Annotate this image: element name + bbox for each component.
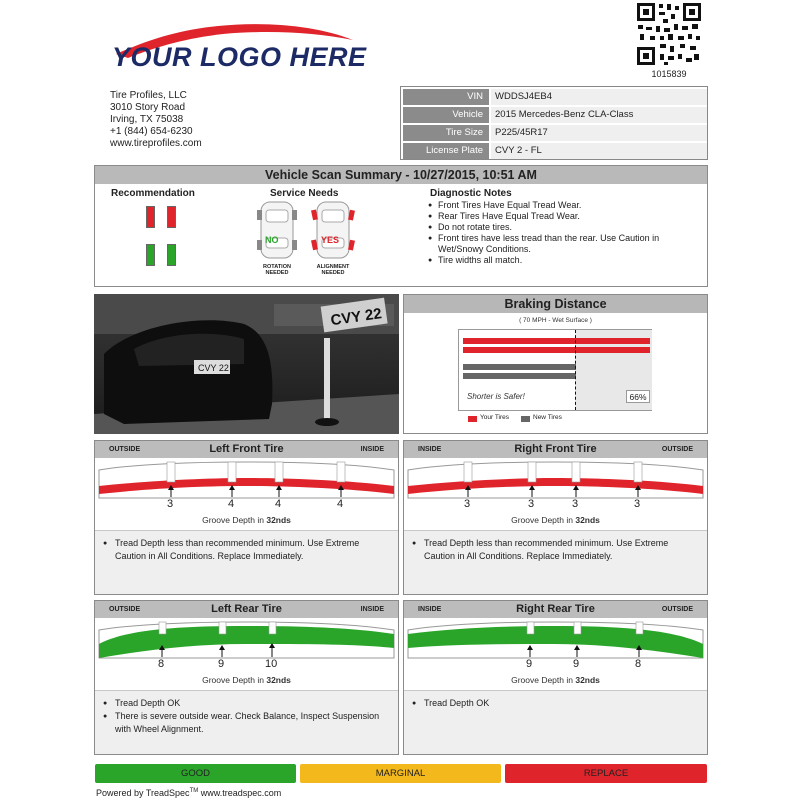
left-rear-outside-label: OUTSIDE xyxy=(109,606,141,613)
left-front-header xyxy=(95,441,398,458)
new-tires-marker-line xyxy=(575,330,576,410)
groove-depth: 9 xyxy=(573,658,580,670)
groove-depth: 3 xyxy=(167,498,174,510)
diagnostic-note: ● Do not rotate tires. xyxy=(428,222,698,233)
left-front-title: Left Front Tire xyxy=(209,443,284,455)
right-front-tread-profile xyxy=(404,458,707,516)
right-rear-inside-label: INSIDE xyxy=(418,606,442,613)
scan-summary-title: Vehicle Scan Summary - 10/27/2015, 10:51 AM xyxy=(95,166,707,184)
right-front-tire-panel xyxy=(403,440,708,595)
right-rear-title: Right Rear Tire xyxy=(516,603,595,615)
company-street: 3010 Story Road xyxy=(110,102,186,113)
right-front-inside-label: INSIDE xyxy=(418,446,442,453)
qr-code xyxy=(636,2,702,66)
groove-depth-caption xyxy=(404,675,707,685)
right-rear-outside-label: OUTSIDE xyxy=(661,606,693,613)
right-front-notes xyxy=(404,530,707,594)
groove-depth-caption xyxy=(95,515,398,525)
groove-depth: 4 xyxy=(337,498,344,510)
braking-chart xyxy=(458,329,652,411)
groove-depth: 9 xyxy=(526,658,533,670)
footer-powered-by xyxy=(96,788,281,798)
plate-text: CVY 22 xyxy=(329,305,383,330)
left-rear-notes xyxy=(95,690,398,754)
good-legend: GOOD xyxy=(95,764,296,783)
alignment-status: YES xyxy=(321,235,340,245)
tire-note: ● Tread Depth less than recommended minimum. Use Extreme Caution in All Conditions. Replace Immediately. xyxy=(412,537,701,563)
new-tires-bar xyxy=(463,364,576,370)
braking-distance-panel xyxy=(403,294,708,434)
diagnostic-notes-list xyxy=(428,200,698,266)
groove-depth: 4 xyxy=(228,498,235,510)
left-rear-title: Left Rear Tire xyxy=(211,603,282,615)
diagnostic-note: ● Rear Tires Have Equal Tread Wear. xyxy=(428,211,698,222)
alignment-caption xyxy=(309,264,357,276)
red-light-right xyxy=(167,206,176,228)
new-tires-legend-swatch xyxy=(521,416,530,422)
groove-depth: 3 xyxy=(528,498,535,510)
groove-depth: 8 xyxy=(158,658,165,670)
scan-summary-panel xyxy=(94,165,708,287)
tire-note: ● Tread Depth OK xyxy=(103,697,392,710)
company-website[interactable]: www.tireprofiles.com xyxy=(110,138,202,149)
your-tires-bar xyxy=(463,338,650,344)
vin-value: WDDSJ4EB4 xyxy=(491,89,707,105)
groove-depth-caption xyxy=(404,515,707,525)
left-rear-tread-profile xyxy=(95,618,398,676)
groove-depth: 3 xyxy=(634,498,641,510)
powered-by-text: Powered by Tread xyxy=(96,788,170,798)
groove-depth: 3 xyxy=(572,498,579,510)
company-name: Tire Profiles, LLC xyxy=(110,90,187,101)
caption-prefix: Groove Depth in xyxy=(202,515,267,525)
new-tires-bar xyxy=(463,373,576,379)
tire-size-label: Tire Size xyxy=(403,125,489,141)
company-city: Irving, TX 75038 xyxy=(110,114,184,125)
right-rear-tread-profile xyxy=(404,618,707,676)
caption-prefix: Groove Depth in xyxy=(511,515,576,525)
treadspec-link[interactable]: www.treadspec.com xyxy=(198,788,282,798)
company-phone: +1 (844) 654-6230 xyxy=(110,126,193,137)
vehicle-label: Vehicle xyxy=(403,107,489,123)
your-tires-bar xyxy=(463,347,650,353)
marginal-legend: MARGINAL xyxy=(300,764,501,783)
vehicle-row xyxy=(403,107,705,123)
groove-depth-caption xyxy=(95,675,398,685)
groove-depth: 4 xyxy=(275,498,282,510)
caption-prefix: Groove Depth in xyxy=(511,675,576,685)
right-rear-notes xyxy=(404,690,707,754)
rotation-caption-line1: ROTATION xyxy=(263,264,291,270)
left-rear-inside-label: INSIDE xyxy=(360,606,384,613)
vehicle-info-table xyxy=(400,86,708,160)
caption-prefix: Groove Depth in xyxy=(202,675,267,685)
new-tires-legend-label: New Tires xyxy=(533,414,562,421)
vehicle-value: 2015 Mercedes-Benz CLA-Class xyxy=(491,107,707,123)
red-light-left xyxy=(146,206,155,228)
diagnostic-note: ● Front Tires Have Equal Tread Wear. xyxy=(428,200,698,211)
tire-note: ● Tread Depth less than recommended minimum. Use Extreme Caution in All Conditions. Replace Immediately. xyxy=(103,537,392,563)
braking-title: Braking Distance xyxy=(404,295,707,313)
groove-depth: 3 xyxy=(464,498,471,510)
shorter-is-safer-note: Shorter is Safer! xyxy=(467,392,525,401)
alignment-caption-line2: NEEDED xyxy=(321,270,345,276)
caption-unit: 32nds xyxy=(575,515,600,525)
tire-note: ● Tread Depth OK xyxy=(412,697,701,710)
left-front-tread-profile xyxy=(95,458,398,516)
left-rear-tire-panel xyxy=(94,600,399,755)
tire-size-row xyxy=(403,125,705,141)
svg-text:CVY 22: CVY 22 xyxy=(198,363,229,373)
right-front-title: Right Front Tire xyxy=(514,443,597,455)
qr-number: 1015839 xyxy=(651,69,687,79)
left-front-notes xyxy=(95,530,398,594)
diagnostic-notes-heading: Diagnostic Notes xyxy=(430,188,512,199)
company-logo xyxy=(108,18,367,73)
license-plate-row xyxy=(403,143,705,159)
company-address xyxy=(110,90,202,150)
your-tires-legend-label: Your Tires xyxy=(480,414,510,421)
groove-depth: 9 xyxy=(218,658,225,670)
rotation-caption xyxy=(255,264,299,276)
left-front-outside-label: OUTSIDE xyxy=(109,446,141,453)
groove-depth: 8 xyxy=(635,658,642,670)
braking-subtitle: ( 70 MPH - Wet Surface ) xyxy=(519,317,592,324)
groove-depth: 10 xyxy=(265,658,278,670)
braking-percent: 66% xyxy=(626,390,650,403)
vin-label: VIN xyxy=(403,89,489,105)
vin-row xyxy=(403,89,705,105)
diagnostic-note: ● Front tires have less tread than the rear. Use Caution in Wet/Snowy Conditions. xyxy=(428,233,698,255)
green-light-left xyxy=(146,244,155,266)
caption-unit: 32nds xyxy=(266,675,291,685)
green-light-right xyxy=(167,244,176,266)
tire-size-value: P225/45R17 xyxy=(491,125,707,141)
license-plate-value: CVY 2 - FL xyxy=(491,143,707,159)
tire-note: ● There is severe outside wear. Check Balance, Inspect Suspension with Wheel Alignment. xyxy=(103,710,392,736)
replace-legend: REPLACE xyxy=(505,764,707,783)
diagnostic-note: ● Tire widths all match. xyxy=(428,255,698,266)
rotation-status: NO xyxy=(265,235,279,245)
your-tires-legend-swatch xyxy=(468,416,477,422)
left-front-tire-panel xyxy=(94,440,399,595)
rotation-caption-line2: NEEDED xyxy=(265,270,289,276)
right-front-outside-label: OUTSIDE xyxy=(661,446,693,453)
right-rear-header xyxy=(404,601,707,618)
recommendation-heading: Recommendation xyxy=(111,188,195,199)
left-front-inside-label: INSIDE xyxy=(360,446,384,453)
alignment-car-icon xyxy=(311,200,355,260)
vehicle-photo xyxy=(94,294,399,434)
alignment-caption-line1: ALIGNMENT xyxy=(316,264,350,270)
caption-unit: 32nds xyxy=(575,675,600,685)
caption-unit: 32nds xyxy=(266,515,291,525)
trademark: TM xyxy=(189,788,199,794)
license-plate-label: License Plate xyxy=(403,143,489,159)
rotation-car-icon xyxy=(255,200,299,260)
spec-text: Spec xyxy=(169,788,190,798)
right-rear-tire-panel xyxy=(403,600,708,755)
right-front-header xyxy=(404,441,707,458)
service-needs-heading: Service Needs xyxy=(270,188,339,199)
left-rear-header xyxy=(95,601,398,618)
logo-text: YOUR LOGO HERE xyxy=(112,42,367,72)
